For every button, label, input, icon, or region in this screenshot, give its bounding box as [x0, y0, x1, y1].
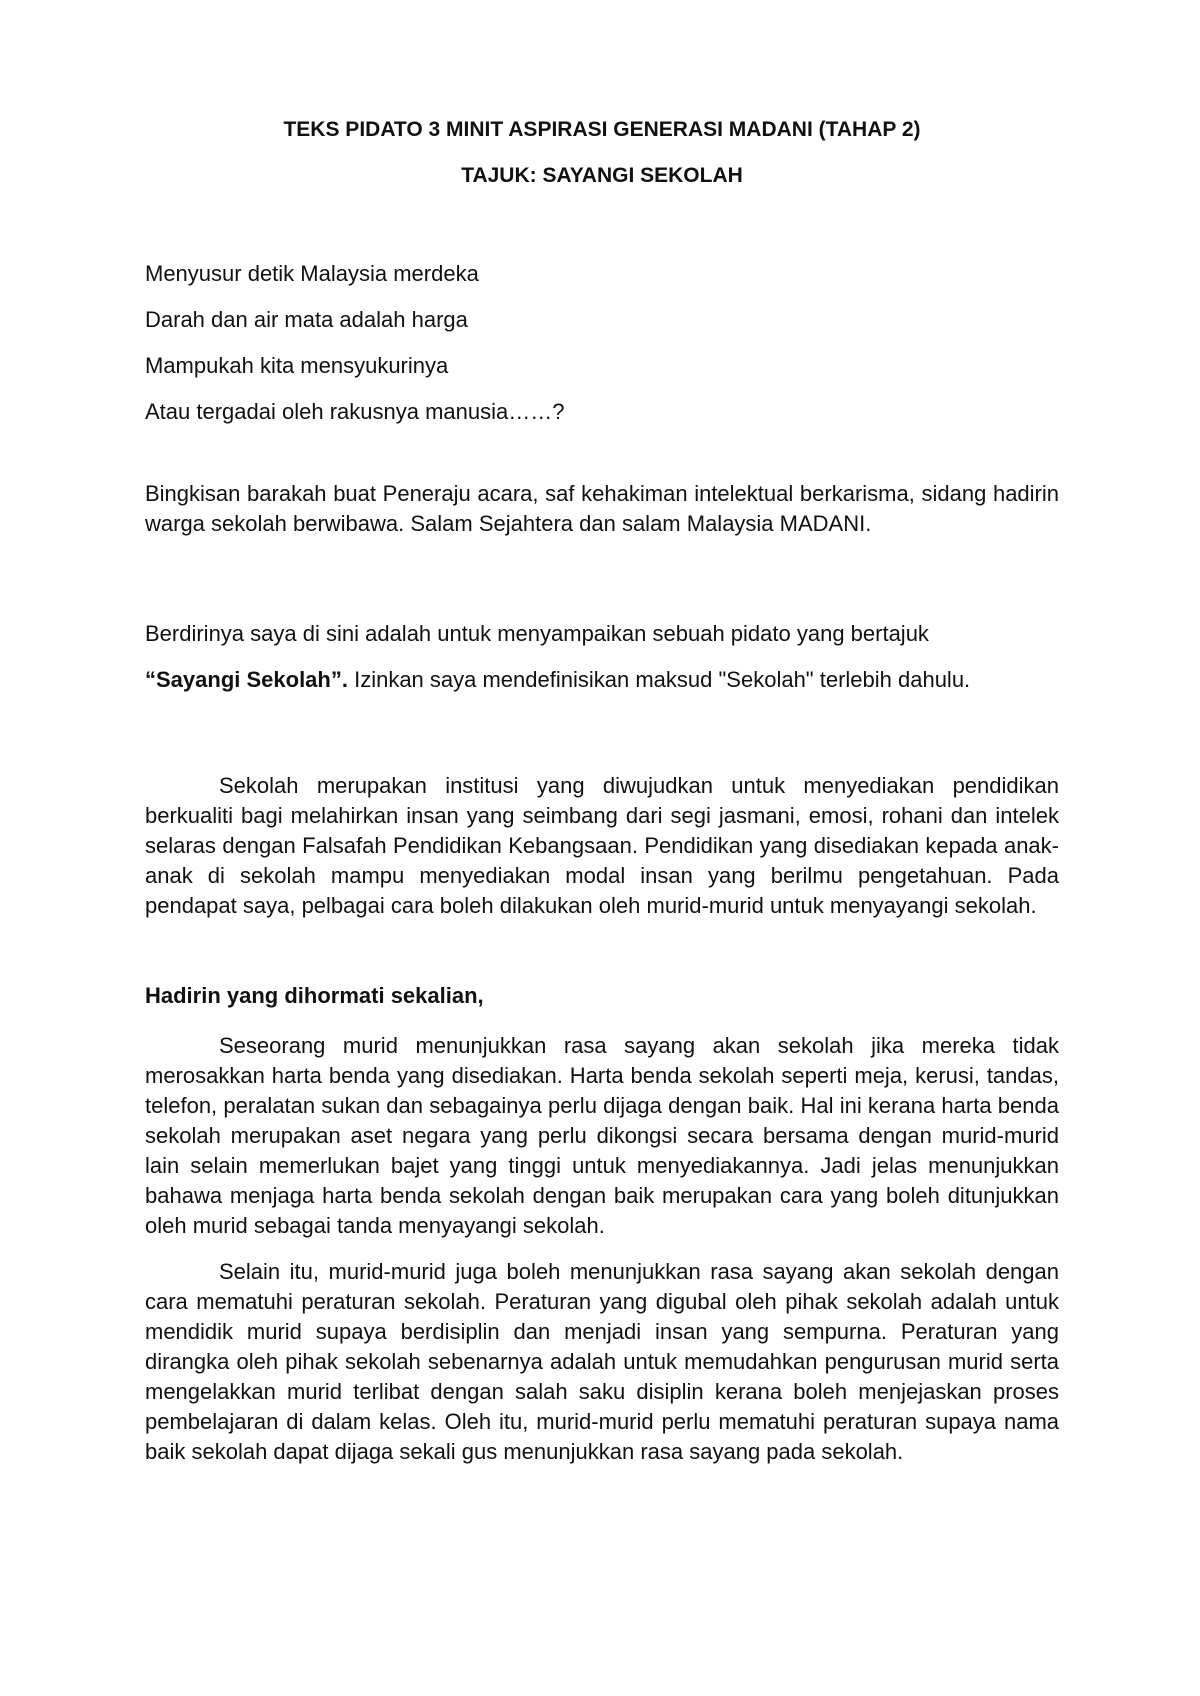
intro-continuation: Izinkan saya mendefinisikan maksud "Sekolah" terlebih dahulu. [347, 667, 971, 692]
greeting-paragraph: Bingkisan barakah buat Peneraju acara, saf kehakiman intelektual berkarisma, sidang hadirin warga sekolah berwibawa. Salam Sejahtera dan salam Malaysia MADANI. [145, 481, 1059, 536]
rules-paragraph: Selain itu, murid-murid juga boleh menunjukkan rasa sayang akan sekolah dengan cara mematuhi peraturan sekolah. Peraturan yang digubal oleh pihak sekolah adalah untuk mendidik murid supaya berdisiplin dan menjadi insan yang sempurna. Peraturan yang dirangka oleh pihak sekolah sebenarnya adalah untuk memudahkan pengurusan murid serta mengelakkan murid terlibat dengan salah saku disiplin kerana boleh menjejaskan proses pembelajaran di dalam kelas. Oleh itu, murid-murid perlu mematuhi peraturan supaya nama baik sekolah dapat dijaga sekali gus menunjukkan rasa sayang pada sekolah. [145, 1259, 1059, 1464]
school-definition-paragraph: Sekolah merupakan institusi yang diwujudkan untuk menyediakan pendidikan berkualiti bagi melahirkan insan yang seimbang dari segi jasmani, emosi, rohani dan intelek selaras dengan Falsafah Pendidikan Kebangsaan. Pendidikan yang disediakan kepada anak-anak di sekolah mampu menyediakan modal insan yang berilmu pengetahuan. Pada pendapat saya, pelbagai cara boleh dilakukan oleh murid-murid untuk menyayangi sekolah. [145, 773, 1059, 918]
poem-line: Menyusur detik Malaysia merdeka [145, 261, 479, 286]
speech-title-emphasis: “Sayangi Sekolah”. [145, 667, 348, 692]
poem-line: Darah dan air mata adalah harga [145, 307, 468, 332]
document-title: TEKS PIDATO 3 MINIT ASPIRASI GENERASI MADANI (TAHAP 2) [283, 118, 921, 141]
property-paragraph: Seseorang murid menunjukkan rasa sayang akan sekolah jika mereka tidak merosakkan harta benda yang disediakan. Harta benda sekolah seperti meja, kerusi, tandas, telefon, peralatan sukan dan sebagainya perlu dijaga dengan baik. Hal ini kerana harta benda sekolah merupakan aset negara yang perlu dikongsi secara bersama dengan murid-murid lain selain memerlukan bajet yang tinggi untuk menyediakannya. Jadi jelas menunjukkan bahawa menjaga harta benda sekolah dengan baik merupakan cara yang boleh ditunjukkan oleh murid sebagai tanda menyayangi sekolah. [145, 1033, 1059, 1238]
poem-line: Mampukah kita mensyukurinya [145, 353, 449, 378]
intro-title-paragraph [145, 665, 1059, 695]
document-subtitle: TAJUK: SAYANGI SEKOLAH [461, 164, 743, 187]
poem-line: Atau tergadai oleh rakusnya manusia……? [145, 399, 565, 424]
opening-poem [145, 259, 1059, 427]
document-content [145, 115, 1059, 1467]
intro-paragraph: Berdirinya saya di sini adalah untuk menyampaikan sebuah pidato yang bertajuk [145, 621, 929, 646]
audience-heading: Hadirin yang dihormati sekalian, [145, 983, 484, 1008]
